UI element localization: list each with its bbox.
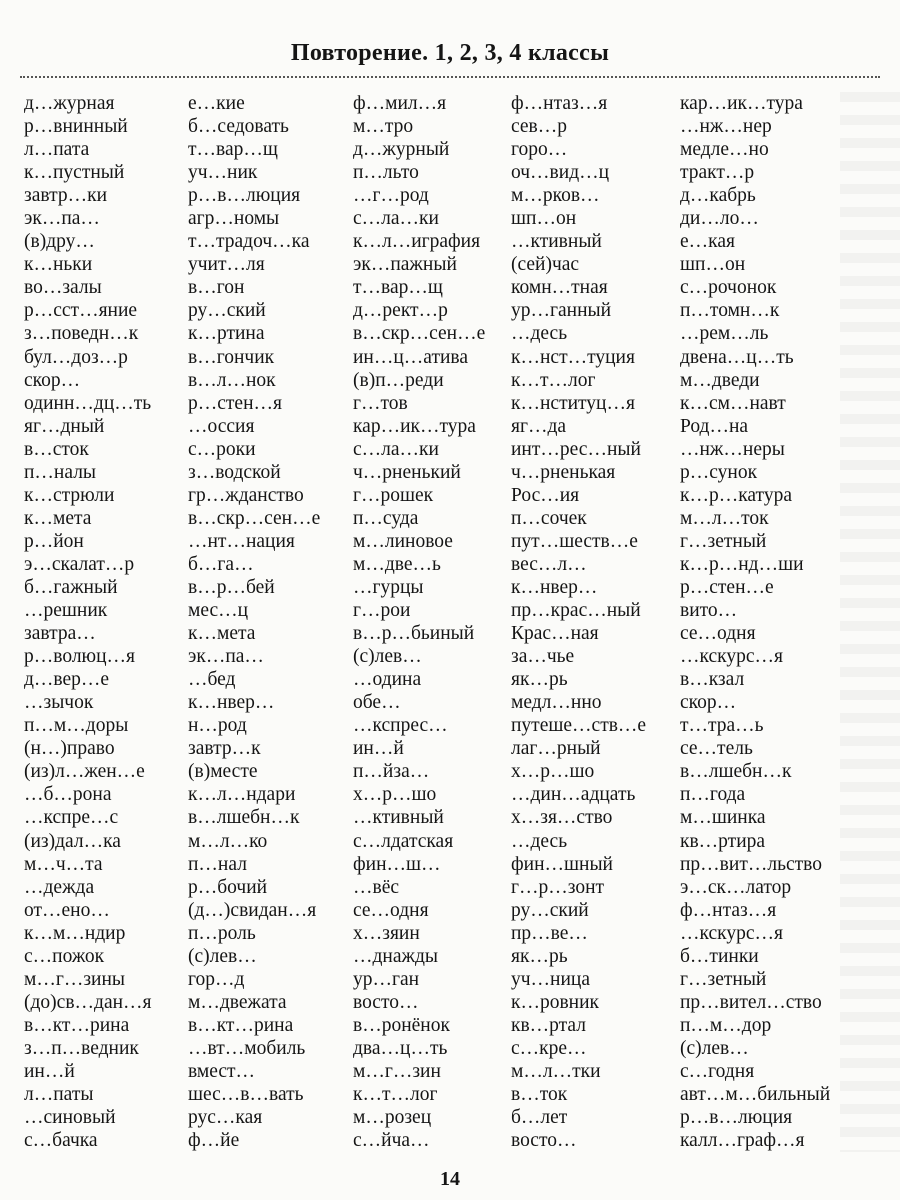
word-item: в…р…бьиный [353,623,475,645]
word-item: Род…на [680,415,749,437]
word-item: (в)п…реди [353,369,444,391]
page-number: 14 [440,1168,460,1190]
word-item: к…пустный [24,162,125,184]
word-item: г…р…зонт [511,876,605,898]
word-item: кв…ртал [511,1014,586,1036]
word-item: от…ено… [24,899,110,921]
word-item: (с)лев… [680,1037,749,1059]
word-column-4 [511,92,681,1152]
word-item: д…кабрь [680,185,756,207]
word-item: вито… [680,600,738,622]
word-item: (до)св…дан…я [24,991,152,1013]
word-item: в…гон [188,277,245,299]
word-item: авт…м…бильный [680,1084,831,1106]
word-item: м…л…тки [511,1060,601,1082]
word-item: (д…)свидан…я [188,899,317,921]
word-item: пут…шеств…е [511,530,638,552]
word-item: р…стен…е [680,576,774,598]
word-item: вмест… [188,1060,256,1082]
word-item: в…сток [24,438,89,460]
word-item: (н…)право [24,738,115,760]
word-item: тракт…р [680,162,755,184]
word-item: …оссия [188,415,255,437]
word-item: …одина [353,669,422,691]
word-item: …дин…адцать [511,784,636,806]
word-item: т…традоч…ка [188,231,310,253]
word-item: б…тинки [680,945,759,967]
word-item: р…волюц…я [24,646,136,668]
word-item: …г…род [353,185,429,207]
word-item: м…ч…та [24,853,103,875]
word-item: д…журная [24,93,115,114]
word-item: б…га… [188,553,254,575]
word-item: ру…ский [511,899,589,921]
word-item: м…г…зины [24,968,126,990]
word-item: к…р…нд…ши [680,553,804,575]
word-item: к…л…играфия [353,231,481,253]
word-item: ур…ган [353,968,420,990]
word-item: …б…рона [24,784,112,806]
word-item: завтр…к [188,738,261,760]
word-column-5 [680,92,850,1152]
word-item: …нт…нация [188,530,295,552]
word-item: м…шинка [680,807,766,829]
word-item: с…годня [680,1060,755,1082]
word-item: п…томн…к [680,300,780,322]
word-item: э…ск…латор [680,876,792,898]
word-item: х…зяин [353,922,420,944]
word-item: г…тов [353,392,408,414]
word-item: с…пожок [24,945,105,967]
word-item: шес…в…вать [188,1084,304,1106]
word-item: комн…тная [511,277,608,299]
word-item: в…гончик [188,346,275,368]
word-item: с…рочонок [680,277,777,299]
word-item: з…водской [188,461,281,483]
word-item: к…см…навт [680,392,786,414]
word-item: ур…ганный [511,300,612,322]
word-item: т…тра…ь [680,715,764,737]
word-item: завтр…ки [24,185,107,207]
word-item: к…л…ндари [188,784,296,806]
word-item: п…суда [353,507,419,529]
word-item: ф…йе [188,1130,240,1152]
word-column-2 [188,92,358,1152]
word-item: пр…вител…ство [680,991,822,1013]
word-item: кар…ик…тура [353,415,476,437]
dotted-divider [20,76,880,78]
word-item: (в)дру… [24,231,95,253]
word-item: ин…й [353,738,404,760]
word-item: з…п…ведник [24,1037,139,1059]
word-item: м…г…зин [353,1060,441,1082]
word-item: в…л…нок [188,369,276,391]
word-item: в…ронёнок [353,1014,450,1036]
word-item: …ктивный [511,231,602,253]
word-item: восто… [353,991,419,1013]
word-item: …днажды [353,945,439,967]
word-item: ч…рненькая [511,461,616,483]
word-item: уч…ник [188,162,258,184]
word-item: л…паты [24,1084,94,1106]
word-item: г…зетный [680,968,767,990]
word-item: …рем…ль [680,323,769,345]
word-item: к…ровник [511,991,600,1013]
word-item: в…лшебн…к [680,761,792,783]
word-item: м…розец [353,1107,432,1129]
word-item: …кскурс…я [680,646,783,668]
word-item: д…журный [353,139,450,161]
word-item: к…м…ндир [24,922,126,944]
word-item: Рос…ия [511,484,580,506]
word-item: два…ц…ть [353,1037,448,1059]
word-item: …нж…неры [680,438,785,460]
word-item: фин…шный [511,853,613,875]
word-item: эк…па… [188,646,264,668]
word-item: ф…мил…я [353,93,447,114]
word-item: …бед [188,669,236,691]
word-item: х…р…шо [353,784,437,806]
word-item: р…в…люция [188,185,301,207]
word-item: …решник [24,600,108,622]
word-item: х…зя…ство [511,807,613,829]
word-item: двена…ц…ть [680,346,794,368]
word-item: путеше…ств…е [511,715,647,737]
word-item: учит…ля [188,254,265,276]
word-item: …гурцы [353,576,424,598]
page-title: Повторение. 1, 2, 3, 4 классы [290,40,610,66]
word-item: оч…вид…ц [511,162,610,184]
word-item: шп…он [511,208,577,230]
word-item: б…седовать [188,116,289,138]
word-item: б…гажный [24,576,118,598]
word-item: м…л…ко [188,830,268,852]
word-item: ч…рненький [353,461,461,483]
word-item: …десь [511,830,568,852]
word-item: калл…граф…я [680,1130,805,1152]
word-item: в…р…бей [188,576,275,598]
word-item: се…одня [353,899,429,921]
word-item: вес…л… [511,553,587,575]
word-item: г…рошек [353,484,434,506]
word-item: в…ток [511,1084,568,1106]
word-item: …дежда [24,876,95,898]
word-item: г…зетный [680,530,767,552]
word-item: п…года [680,784,746,806]
word-item: р…в…люция [680,1107,793,1129]
word-item: с…лдатская [353,830,454,852]
word-item: …синовый [24,1107,116,1129]
word-item: уч…ница [511,968,591,990]
word-item: к…ньки [24,254,93,276]
word-item: р…сунок [680,461,758,483]
word-item: б…лет [511,1107,568,1129]
word-item: рус…кая [188,1107,263,1129]
word-item: в…скр…сен…е [188,507,321,529]
word-item: фин…ш… [353,853,441,875]
word-item: с…ла…ки [353,438,439,460]
word-item: яг…дный [24,415,105,437]
word-item: с…бачка [24,1130,98,1152]
word-item: п…м…дор [680,1014,772,1036]
word-item: восто… [511,1130,577,1152]
word-item: к…р…катура [680,484,792,506]
word-item: п…м…доры [24,715,129,737]
word-item: с…кре… [511,1037,587,1059]
word-item: е…кие [188,93,245,114]
word-item: м…дведи [680,369,760,391]
word-item: шп…он [680,254,746,276]
word-item: як…рь [511,669,568,691]
word-item: …кспре…с [24,807,119,829]
word-item: ру…ский [188,300,266,322]
word-item: к…нвер… [511,576,598,598]
word-item: одинн…дц…ть [24,392,152,414]
word-item: во…залы [24,277,102,299]
word-item: …вт…мобиль [188,1037,306,1059]
word-item: се…одня [680,623,756,645]
word-item: л…пата [24,139,90,161]
word-item: к…т…лог [353,1084,438,1106]
word-item: в…кт…рина [188,1014,294,1036]
word-item: с…роки [188,438,256,460]
word-item: к…ртина [188,323,265,345]
word-item: яг…да [511,415,567,437]
word-item: пр…вит…льство [680,853,822,875]
word-item: …зычок [24,692,94,714]
word-item: м…линовое [353,530,453,552]
word-item: к…нституц…я [511,392,635,414]
word-item: пр…крас…ный [511,600,641,622]
word-item: з…поведн…к [24,323,139,345]
word-item: лаг…рный [511,738,601,760]
word-item: н…род [188,715,247,737]
word-item: к…нст…туция [511,346,635,368]
word-item: м…двежата [188,991,287,1013]
word-item: к…мета [24,507,92,529]
word-item: р…сст…яние [24,300,138,322]
word-item: инт…рес…ный [511,438,641,460]
word-item: в…скр…сен…е [353,323,486,345]
word-item: х…р…шо [511,761,595,783]
word-item: п…йза… [353,761,430,783]
word-item: кар…ик…тура [680,93,803,114]
word-item: с…ла…ки [353,208,439,230]
word-item: гр…жданство [188,484,304,506]
word-item: обе… [353,692,401,714]
word-item: к…мета [188,623,256,645]
word-item: як…рь [511,945,568,967]
word-item: к…нвер… [188,692,275,714]
word-item: п…льто [353,162,419,184]
word-item: м…рков… [511,185,600,207]
word-item: п…роль [188,922,256,944]
word-item: э…скалат…р [24,553,135,575]
word-item: медл…нно [511,692,602,714]
word-item: кв…ртира [680,830,766,852]
word-item: (из)дал…ка [24,830,121,852]
word-item: скор… [680,692,737,714]
word-column-3 [353,92,523,1152]
word-item: с…йча… [353,1130,430,1152]
word-item: мес…ц [188,600,249,622]
word-item: (из)л…жен…е [24,761,145,783]
word-column-1 [24,92,194,1152]
word-item: скор… [24,369,81,391]
word-item: к…стрюли [24,484,115,506]
word-item: п…сочек [511,507,587,529]
word-item: …кспрес… [353,715,448,737]
word-item: м…тро [353,116,414,138]
word-item: завтра… [24,623,96,645]
word-item: агр…номы [188,208,280,230]
word-item: (с)лев… [353,646,422,668]
word-item: пр…ве… [511,922,588,944]
word-item: горо… [511,139,568,161]
word-item: м…две…ь [353,553,441,575]
word-item: …кскурс…я [680,922,783,944]
word-item: …нж…нер [680,116,772,138]
word-item: эк…пажный [353,254,457,276]
word-item: п…налы [24,461,97,483]
word-item: Крас…ная [511,623,599,645]
word-item: ф…нтаз…я [511,93,608,114]
word-item: к…т…лог [511,369,596,391]
word-item: …вёс [353,876,400,898]
word-item: ин…ц…атива [353,346,469,368]
word-item: гор…д [188,968,245,990]
word-item: (с)лев… [188,945,257,967]
word-item: р…бочий [188,876,268,898]
word-item: эк…па… [24,208,100,230]
word-item: д…рект…р [353,300,448,322]
word-item: за…чье [511,646,575,668]
word-item: ф…нтаз…я [680,899,777,921]
word-item: т…вар…щ [188,139,278,161]
word-item: се…тель [680,738,753,760]
word-item: в…лшебн…к [188,807,300,829]
word-item: г…рои [353,600,411,622]
word-item: медле…но [680,139,769,161]
word-item: м…л…ток [680,507,769,529]
word-item: бул…доз…р [24,346,128,368]
word-item: р…йон [24,530,84,552]
word-item: в…кзал [680,669,745,691]
word-item: ин…й [24,1060,75,1082]
word-item: в…кт…рина [24,1014,130,1036]
word-item: сев…р [511,116,568,138]
word-item: (в)месте [188,761,258,783]
word-item: д…вер…е [24,669,110,691]
word-item: р…стен…я [188,392,282,414]
word-item: (сей)час [511,254,580,276]
word-item: п…нал [188,853,247,875]
word-item: …десь [511,323,568,345]
word-item: е…кая [680,231,735,253]
word-item: …ктивный [353,807,444,829]
word-item: р…внинный [24,116,128,138]
word-item: т…вар…щ [353,277,443,299]
word-item: ди…ло… [680,208,759,230]
